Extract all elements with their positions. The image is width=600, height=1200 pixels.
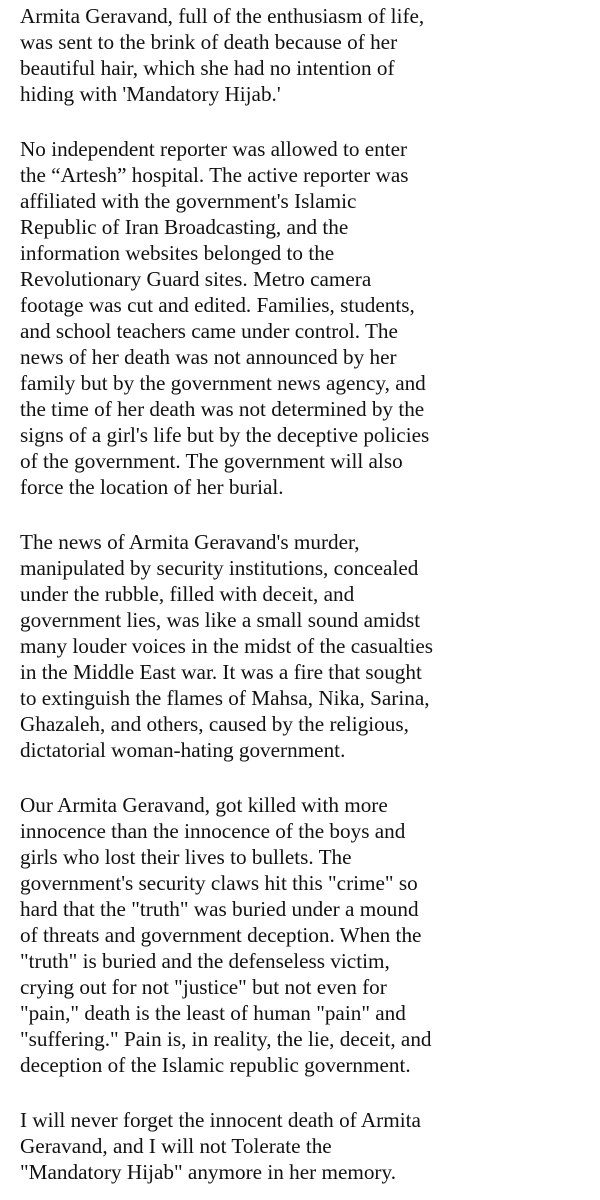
paragraph-1 bbox=[20, 0, 580, 107]
text-line: manipulated by security institutions, concealed bbox=[20, 556, 419, 580]
text-line: to extinguish the flames of Mahsa, Nika, Sarina, bbox=[20, 686, 430, 710]
text-line: girls who lost their lives to bullets. The bbox=[20, 845, 352, 869]
text-line: innocence than the innocence of the boys and bbox=[20, 819, 406, 843]
text-line: the “Artesh” hospital. The active reporter was bbox=[20, 163, 409, 187]
text-line: "Mandatory Hijab" anymore in her memory. bbox=[20, 1160, 397, 1184]
paragraph-2 bbox=[20, 136, 580, 500]
text-line: under the rubble, filled with deceit, and bbox=[20, 582, 355, 606]
text-line: of the government. The government will also bbox=[20, 449, 403, 473]
text-line: "suffering." Pain is, in reality, the lie, deceit, and bbox=[20, 1027, 432, 1051]
paragraph-4 bbox=[20, 792, 580, 1078]
paragraph-5 bbox=[20, 1107, 580, 1185]
text-line: Geravand, and I will not Tolerate the bbox=[20, 1134, 332, 1158]
text-line: hiding with 'Mandatory Hijab.' bbox=[20, 82, 281, 106]
text-line: footage was cut and edited. Families, students, bbox=[20, 293, 415, 317]
text-line: Revolutionary Guard sites. Metro camera bbox=[20, 267, 372, 291]
text-line: force the location of her burial. bbox=[20, 475, 284, 499]
text-line: affiliated with the government's Islamic bbox=[20, 189, 357, 213]
text-line: beautiful hair, which she had no intention of bbox=[20, 56, 395, 80]
text-line: of threats and government deception. When the bbox=[20, 923, 422, 947]
text-line: Republic of Iran Broadcasting, and the bbox=[20, 215, 349, 239]
text-line: crying out for not "justice" but not even for bbox=[20, 975, 387, 999]
paragraph-3 bbox=[20, 529, 580, 763]
text-line: The news of Armita Geravand's murder, bbox=[20, 530, 360, 554]
text-line: dictatorial woman-hating government. bbox=[20, 738, 346, 762]
text-line: Armita Geravand, full of the enthusiasm of life, bbox=[20, 4, 425, 28]
text-line: I will never forget the innocent death of Armita bbox=[20, 1108, 421, 1132]
text-line: news of her death was not announced by her bbox=[20, 345, 397, 369]
text-line: and school teachers came under control. The bbox=[20, 319, 398, 343]
text-line: Ghazaleh, and others, caused by the religious, bbox=[20, 712, 409, 736]
text-line: No independent reporter was allowed to enter bbox=[20, 137, 408, 161]
text-line: the time of her death was not determined by the bbox=[20, 397, 425, 421]
text-line: was sent to the brink of death because of her bbox=[20, 30, 398, 54]
text-line: "pain," death is the least of human "pain" and bbox=[20, 1001, 406, 1025]
text-line: hard that the "truth" was buried under a mound bbox=[20, 897, 419, 921]
text-line: information websites belonged to the bbox=[20, 241, 335, 265]
text-line: in the Middle East war. It was a fire that sought bbox=[20, 660, 422, 684]
text-line: government lies, was like a small sound amidst bbox=[20, 608, 421, 632]
text-line: family but by the government news agency, and bbox=[20, 371, 426, 395]
text-line: government's security claws hit this "crime" so bbox=[20, 871, 418, 895]
text-line: signs of a girl's life but by the deceptive policies bbox=[20, 423, 430, 447]
text-line: deception of the Islamic republic government. bbox=[20, 1053, 411, 1077]
text-line: Our Armita Geravand, got killed with more bbox=[20, 793, 388, 817]
text-line: "truth" is buried and the defenseless victim, bbox=[20, 949, 390, 973]
text-line: many louder voices in the midst of the casualties bbox=[20, 634, 434, 658]
